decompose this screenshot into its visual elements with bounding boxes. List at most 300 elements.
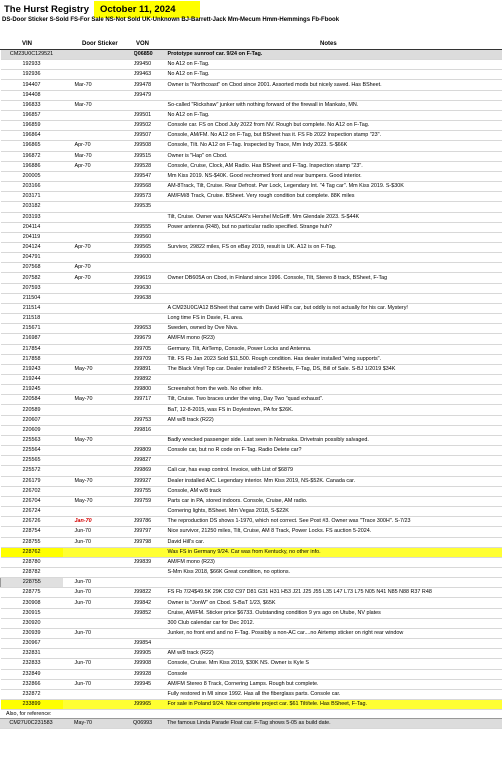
cell-von: J99842 (134, 598, 163, 608)
cell-vin: 207593 (1, 283, 63, 293)
cell-von: J99809 (134, 446, 163, 456)
cell-vin: 207582 (1, 273, 63, 283)
cell-notes: AM w/8 track (R22) (163, 415, 502, 425)
cell-vin: 203166 (1, 182, 63, 192)
cell-vin: 196859 (1, 121, 63, 131)
cell-vin: 226726 (1, 517, 63, 527)
cell-von: J99905 (134, 649, 163, 659)
cell-vin: 196872 (1, 151, 63, 161)
cell-von: J99555 (134, 222, 163, 232)
table-row (1, 476, 502, 486)
table-row (1, 171, 502, 181)
table-row (1, 232, 502, 242)
cell-door-sticker: May-70 (63, 364, 134, 374)
cell-von: J99798 (134, 537, 163, 547)
table-row (1, 557, 502, 567)
cell-notes (163, 283, 502, 293)
cell-notes: S-Mm Kiss 2018, $66K Great condition, no options. (163, 567, 502, 577)
cell-vin: 194407 (1, 80, 63, 90)
cell-notes: Badly wrecked passenger side. Last seen in Nebraska. Drivetrain possibly salvaged. (163, 435, 502, 445)
column-headers (0, 29, 502, 50)
table-row (1, 405, 502, 415)
cell-vin: 230967 (1, 639, 63, 649)
cell-vin: 219244 (1, 375, 63, 385)
cell-von (134, 100, 163, 110)
table-row (1, 486, 502, 496)
cell-von (134, 618, 163, 628)
table-row (1, 314, 502, 324)
cell-von: J99717 (134, 395, 163, 405)
cell-von (134, 212, 163, 222)
reference-label: Also, for reference: (6, 711, 52, 718)
table-row (1, 517, 502, 527)
cell-notes: No A12 on F-Tag. (163, 60, 502, 70)
cell-vin: 225565 (1, 456, 63, 466)
table-row (1, 344, 502, 354)
table-row (1, 639, 502, 649)
cell-door-sticker (63, 669, 134, 679)
cell-notes: For sale in Poland 9/24. Nice complete project car. $61 Tilt/tele. Has BSheet, F-Tag. (163, 700, 502, 710)
table-row (1, 131, 502, 141)
cell-notes: Cornering lights, BSheet. Mm Vegas 2018, S-$22K (163, 507, 502, 517)
cell-door-sticker (63, 222, 134, 232)
cell-vin: 215671 (1, 324, 63, 334)
cell-notes: The Black Vinyl Top car. Dealer installed? 2 BSheets, F-Tag, DS, Bill of Sale. S-BJ 1/2019 $34K (163, 364, 502, 374)
cell-vin: 203193 (1, 212, 63, 222)
cell-door-sticker (63, 689, 134, 699)
cell-von: J99463 (134, 70, 163, 80)
table-row (1, 659, 502, 669)
cell-notes: A CM23U0C/A12 BSheet that came with David Hill's car, but oddly is not actually for his car. Mystery! (163, 303, 502, 313)
cell-notes: AM-8Track, Tilt, Cruise. Rear Defrost. Pwr Lock, Legendary Int. "4 Tag car". Mm Kiss 2019. S-$30K (163, 182, 502, 192)
cell-notes: Was FS in Germany 9/24. Car was from Kentucky, no other info. (163, 547, 502, 557)
table-row (1, 507, 502, 517)
cell-vin: 230915 (1, 608, 63, 618)
cell-door-sticker (63, 232, 134, 242)
cell-von: J99638 (134, 293, 163, 303)
cell-von: J99479 (134, 90, 163, 100)
cell-von (134, 689, 163, 699)
cell-von: J99568 (134, 182, 163, 192)
cell-von: J99908 (134, 659, 163, 669)
cell-von: J99891 (134, 364, 163, 374)
cell-vin: 226702 (1, 486, 63, 496)
cell-notes (163, 263, 502, 273)
cell-door-sticker: May-70 (63, 395, 134, 405)
cell-door-sticker (63, 639, 134, 649)
table-row (1, 212, 502, 222)
cell-von: J99630 (134, 283, 163, 293)
cell-door-sticker (63, 415, 134, 425)
col-vin: VIN (22, 41, 33, 47)
cell-notes: AM/FM Stereo 8 Track, Cornering Lamps. Rough but complete. (163, 679, 502, 689)
cell-notes: Console car, but no R code on F-Tag. Radio Delete car? (163, 446, 502, 456)
table-row (1, 293, 502, 303)
cell-vin: 220589 (1, 405, 63, 415)
cell-notes: Console, AM w/8 track (163, 486, 502, 496)
cell-notes: Owner is "Hap" on Cbod. (163, 151, 502, 161)
cell-vin: 200005 (1, 171, 63, 181)
cell-von: J99547 (134, 171, 163, 181)
cell-von (134, 303, 163, 313)
cell-notes (163, 202, 502, 212)
cell-door-sticker (63, 507, 134, 517)
header-date: October 11, 2024 (94, 1, 200, 18)
cell-notes (163, 253, 502, 263)
table-row (1, 141, 502, 151)
cell-von: J99507 (134, 131, 163, 141)
cell-notes: Owner is "JonW" on Cbod. S-BaT 1/23, $65K (163, 598, 502, 608)
cell-vin: 220609 (1, 425, 63, 435)
table-row (1, 283, 502, 293)
cell-vin: 204119 (1, 232, 63, 242)
cell-von (134, 628, 163, 638)
cell-door-sticker (63, 182, 134, 192)
cell-door-sticker: Mar-70 (63, 80, 134, 90)
cell-door-sticker (63, 375, 134, 385)
cell-door-sticker (63, 283, 134, 293)
cell-notes: Console, Tilt. No A12 on F-Tag. Inspected by Trace, Mm Indy 2023. S-$66K (163, 141, 502, 151)
cell-notes: Mm Kiss 2019. NS-$40K. Good rechromed front and rear bumpers. Good interior. (163, 171, 502, 181)
cell-vin: 226179 (1, 476, 63, 486)
cell-vin: 196857 (1, 110, 63, 120)
table-row (1, 425, 502, 435)
cell-notes: Tilt. FS Fb Jan 2023 Sold $11,500. Rough condition. Has dealer installed "wing supports". (163, 354, 502, 364)
cell-door-sticker (63, 324, 134, 334)
table-row (1, 334, 502, 344)
cell-door-sticker: Jun-70 (63, 628, 134, 638)
cell-door-sticker: Apr-70 (63, 141, 134, 151)
cell-door-sticker (63, 90, 134, 100)
cell-notes (163, 90, 502, 100)
cell-von (134, 263, 163, 273)
table-row (1, 354, 502, 364)
cell-von: J99827 (134, 456, 163, 466)
table-row (1, 222, 502, 232)
cell-vin: 219243 (1, 364, 63, 374)
cell-von: J99450 (134, 60, 163, 70)
cell-notes: AM w/8 track (R22) (163, 649, 502, 659)
table-row (1, 395, 502, 405)
cell-door-sticker: May-70 (62, 719, 133, 729)
cell-door-sticker (63, 486, 134, 496)
cell-von: J99515 (134, 151, 163, 161)
cell-notes: 300 Club calendar car for Dec 2012. (163, 618, 502, 628)
table-row (1, 608, 502, 618)
cell-door-sticker (63, 314, 134, 324)
cell-notes: Long time FS in Davie, FL area. (163, 314, 502, 324)
cell-notes: AM/FM/8 Track, Cruise. BSheet. Very rough condition but complete. 88K miles (163, 192, 502, 202)
cell-notes (163, 639, 502, 649)
cell-notes: Cali car, has evap control. Invoice, with List of $6879 (163, 466, 502, 476)
table-row (1, 375, 502, 385)
cell-von: J99854 (134, 639, 163, 649)
cell-door-sticker: Jun-70 (63, 598, 134, 608)
cell-notes: The famous Linda Parade Float car. F-Tag shows 5-05 as build date. (162, 719, 502, 729)
cell-von: J99927 (134, 476, 163, 486)
cell-vin: 194408 (1, 90, 63, 100)
cell-door-sticker: Jan-70 (63, 517, 134, 527)
cell-door-sticker (63, 253, 134, 263)
table-row (1, 324, 502, 334)
cell-door-sticker (63, 50, 134, 60)
table-row (1, 446, 502, 456)
cell-notes: Console, Cruise. Mm Kiss 2019, $30K NS. Owner is Kyle S (163, 659, 502, 669)
cell-door-sticker: May-70 (63, 435, 134, 445)
cell-vin: 196865 (1, 141, 63, 151)
cell-notes (163, 425, 502, 435)
table-row (1, 466, 502, 476)
cell-vin: 228780 (1, 557, 63, 567)
cell-vin: 203182 (1, 202, 63, 212)
table-row (1, 80, 502, 90)
cell-notes: Nice survivor, 21250 miles, Tilt, Cruise, AM 8 Track, Power Locks. FS auction 5-2024. (163, 527, 502, 537)
cell-notes: Sweden, owned by Ove Niva. (163, 324, 502, 334)
registry-table (0, 50, 502, 710)
cell-door-sticker (63, 700, 134, 710)
cell-vin: 232849 (1, 669, 63, 679)
cell-vin: CM23U0C129521 (1, 50, 63, 60)
table-row (0, 719, 502, 729)
col-notes: Notes (320, 41, 337, 47)
table-row (1, 700, 502, 710)
cell-door-sticker: Apr-70 (63, 242, 134, 252)
cell-door-sticker: Apr-70 (63, 273, 134, 283)
cell-notes: Tilt, Cruise. Owner was NASCAR's Hershel McGriff. Mm Glendale 2023. S-$44K (163, 212, 502, 222)
cell-von (134, 547, 163, 557)
table-row (1, 151, 502, 161)
cell-notes (163, 232, 502, 242)
cell-von: J99535 (134, 202, 163, 212)
cell-von: J99705 (134, 344, 163, 354)
cell-door-sticker: May-70 (63, 496, 134, 506)
cell-notes: Cruise, AM/FM. Sticker price $6733. Outstanding condition 9 yrs ago on Utube, NV plates (163, 608, 502, 618)
cell-von: J99528 (134, 161, 163, 171)
cell-vin: 217858 (1, 354, 63, 364)
table-row (1, 192, 502, 202)
page-header (0, 0, 502, 29)
cell-notes: Screenshot from the web. No other info. (163, 385, 502, 395)
cell-vin: 219245 (1, 385, 63, 395)
cell-vin: 232866 (1, 679, 63, 689)
table-row (1, 456, 502, 466)
cell-door-sticker (63, 456, 134, 466)
cell-door-sticker: Apr-70 (63, 161, 134, 171)
cell-notes: Console, AM/FM. No A12 on F-Tag, but BSheet has it. FS Fb 2022 Inspection stamp "23". (163, 131, 502, 141)
cell-vin: 211504 (1, 293, 63, 303)
cell-vin: 196833 (1, 100, 63, 110)
cell-vin: 196886 (1, 161, 63, 171)
table-row (1, 598, 502, 608)
table-row (1, 628, 502, 638)
cell-door-sticker: Jun-70 (63, 527, 134, 537)
cell-von: J99892 (134, 375, 163, 385)
table-row (1, 303, 502, 313)
cell-von (134, 314, 163, 324)
cell-door-sticker (63, 202, 134, 212)
cell-door-sticker (63, 121, 134, 131)
cell-von: J99869 (134, 466, 163, 476)
cell-door-sticker (63, 608, 134, 618)
cell-door-sticker: Mar-70 (63, 151, 134, 161)
cell-von (134, 567, 163, 577)
cell-notes: Console (163, 669, 502, 679)
cell-vin: 192936 (1, 70, 63, 80)
cell-door-sticker (63, 446, 134, 456)
cell-vin: 230908 (1, 598, 63, 608)
cell-notes (163, 293, 502, 303)
cell-vin: 228775 (1, 588, 63, 598)
cell-von (134, 507, 163, 517)
cell-door-sticker: Jun-70 (63, 578, 134, 588)
table-row (1, 100, 502, 110)
cell-door-sticker (63, 334, 134, 344)
cell-notes: Germany. Tilt, AirTemp, Console, Power Locks and Antenna. (163, 344, 502, 354)
cell-vin: 211518 (1, 314, 63, 324)
cell-von: J99478 (134, 80, 163, 90)
cell-door-sticker: May-70 (63, 476, 134, 486)
cell-vin: 232872 (1, 689, 63, 699)
cell-von: J99755 (134, 486, 163, 496)
cell-vin: 226724 (1, 507, 63, 517)
table-row (1, 679, 502, 689)
cell-von: J99852 (134, 608, 163, 618)
cell-door-sticker (63, 385, 134, 395)
cell-von: J99679 (134, 334, 163, 344)
table-row (1, 50, 502, 60)
cell-vin: 220607 (1, 415, 63, 425)
cell-vin: 204114 (1, 222, 63, 232)
table-row (1, 385, 502, 395)
table-row (1, 527, 502, 537)
cell-notes: Survivor, 29822 miles, FS on eBay 2019, result is UK. A12 is on F-Tag. (163, 242, 502, 252)
cell-von: Q06993 (133, 719, 162, 729)
cell-vin: 228754 (1, 527, 63, 537)
cell-vin: 204124 (1, 242, 63, 252)
cell-vin: 230920 (1, 618, 63, 628)
cell-vin: 196864 (1, 131, 63, 141)
table-row (1, 578, 502, 588)
cell-von: J99560 (134, 232, 163, 242)
table-row (1, 364, 502, 374)
table-row (1, 496, 502, 506)
cell-von: J99573 (134, 192, 163, 202)
cell-notes: Dealer installed A/C. Legendary interior. Mm Kiss 2019, NS-$52K. Canada car. (163, 476, 502, 486)
cell-door-sticker (63, 70, 134, 80)
cell-notes: FS Fb 7/24$49.5K 29K C92 C97 D81 G31 H31 H53 J21 J25 J55 L35 L47 L73 L75 N05 N41 N85 N88 R37 R48 (163, 588, 502, 598)
cell-vin: 220584 (1, 395, 63, 405)
cell-vin: 211514 (1, 303, 63, 313)
cell-door-sticker: Jun-70 (63, 588, 134, 598)
cell-door-sticker (63, 344, 134, 354)
cell-vin: 192933 (1, 60, 63, 70)
cell-vin: 228755 (1, 537, 63, 547)
table-row (1, 253, 502, 263)
cell-von (134, 405, 163, 415)
cell-notes: So-called "Rickshaw" junker with nothing forward of the firewall in Mankato, MN. (163, 100, 502, 110)
table-row (1, 547, 502, 557)
table-row (1, 567, 502, 577)
cell-notes (163, 375, 502, 385)
cell-notes: David Hill's car. (163, 537, 502, 547)
table-row (1, 618, 502, 628)
cell-vin: 225564 (1, 446, 63, 456)
cell-von: J99502 (134, 121, 163, 131)
cell-von: J99508 (134, 141, 163, 151)
cell-vin: 232831 (1, 649, 63, 659)
cell-notes: Owner DB605A on Cbod, in Finland since 1996. Console, Tilt, Stereo 8 track, BSheet, F-Tag (163, 273, 502, 283)
cell-notes: Prototype sunroof car. 9/24 on F-Tag. (163, 50, 502, 60)
cell-notes: Console, Cruise, Clock, AM Radio. Has BSheet and F-Tag. Inspection stamp "23". (163, 161, 502, 171)
cell-door-sticker (63, 303, 134, 313)
cell-door-sticker: Jun-70 (63, 659, 134, 669)
table-row (1, 90, 502, 100)
cell-von (134, 578, 163, 588)
cell-door-sticker (63, 466, 134, 476)
cell-von: J99709 (134, 354, 163, 364)
col-door-sticker: Door Sticker (82, 41, 118, 47)
cell-von: J99965 (134, 700, 163, 710)
cell-von: Q06850 (134, 50, 163, 60)
cell-door-sticker (63, 293, 134, 303)
cell-vin: CM27U0C231583 (0, 719, 62, 729)
cell-von: J99600 (134, 253, 163, 263)
cell-notes: AM/FM mono (R23) (163, 334, 502, 344)
cell-von: J99786 (134, 517, 163, 527)
cell-von (134, 435, 163, 445)
table-row (1, 669, 502, 679)
table-row (1, 70, 502, 80)
cell-notes: No A12 on F-Tag. (163, 110, 502, 120)
table-row (1, 110, 502, 120)
cell-door-sticker (63, 405, 134, 415)
cell-vin: 228755 (1, 578, 63, 588)
cell-von: J99759 (134, 496, 163, 506)
cell-notes: Junker, no front end and no F-Tag. Possibly a non-AC car....no Airtemp sticker on right rear window (163, 628, 502, 638)
table-row (1, 60, 502, 70)
cell-von: J99797 (134, 527, 163, 537)
cell-notes: Power antenna (R48), but no particular radio specified. Strange huh? (163, 222, 502, 232)
cell-door-sticker (63, 131, 134, 141)
cell-door-sticker: Mar-70 (63, 100, 134, 110)
cell-notes: Tilt, Cruise. Two braces under the wing, Day Two "quad exhaust". (163, 395, 502, 405)
cell-door-sticker (63, 60, 134, 70)
cell-von: J99839 (134, 557, 163, 567)
cell-door-sticker (63, 212, 134, 222)
cell-vin: 207568 (1, 263, 63, 273)
reference-table (0, 718, 502, 729)
cell-door-sticker: Apr-70 (63, 263, 134, 273)
cell-notes: Parts car in PA, stored indoors. Console, Cruise, AM radio. (163, 496, 502, 506)
cell-notes: The reproduction DS shows 1-1970, which not correct. See Post #3. Owner was "Trace 300H". S-7/23 (163, 517, 502, 527)
cell-von: J99501 (134, 110, 163, 120)
cell-notes (163, 578, 502, 588)
cell-door-sticker (63, 354, 134, 364)
cell-door-sticker (63, 547, 134, 557)
cell-door-sticker (63, 110, 134, 120)
cell-notes: AM/FM mono (R23) (163, 557, 502, 567)
cell-von: J99945 (134, 679, 163, 689)
cell-vin: 225572 (1, 466, 63, 476)
cell-door-sticker (63, 171, 134, 181)
cell-vin: 228762 (1, 547, 63, 557)
table-row (1, 649, 502, 659)
table-row (1, 263, 502, 273)
cell-notes (163, 456, 502, 466)
cell-vin: 225563 (1, 435, 63, 445)
table-row (1, 242, 502, 252)
cell-vin: 226704 (1, 496, 63, 506)
